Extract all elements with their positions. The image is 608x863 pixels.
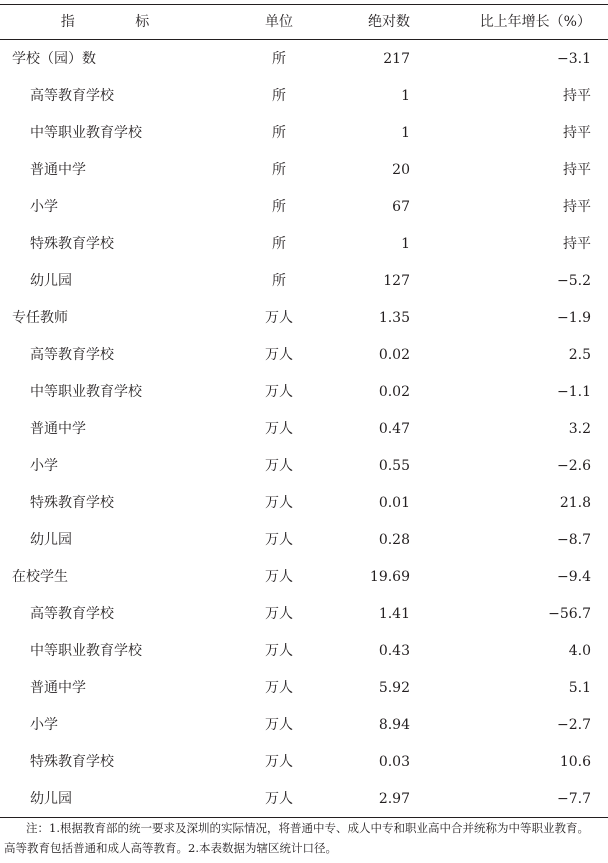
table-row (0, 373, 608, 410)
row-change-value: −9.4 (557, 568, 591, 585)
row-change-value: 5.1 (568, 679, 591, 696)
footnote-line-2: 高等教育包括普通和成人高等教育。2.本表数据为辖区统计口径。 (4, 841, 337, 855)
row-absolute-value: 217 (383, 50, 410, 67)
row-indicator: 高等教育学校 (30, 346, 114, 363)
table-row (0, 447, 608, 484)
row-change-value: 3.2 (568, 420, 591, 437)
row-indicator: 专任教师 (12, 309, 68, 326)
row-indicator: 幼儿园 (30, 272, 72, 289)
table-row (0, 151, 608, 188)
table-row (0, 595, 608, 632)
row-change-value: −7.7 (557, 790, 591, 807)
row-unit: 万人 (265, 346, 293, 363)
table-row (0, 188, 608, 225)
row-change-value: 持平 (563, 161, 591, 178)
row-absolute-value: 5.92 (378, 679, 410, 696)
row-indicator: 特殊教育学校 (30, 235, 114, 252)
row-absolute-value: 0.55 (378, 457, 410, 474)
row-unit: 万人 (265, 753, 293, 770)
row-absolute-value: 2.97 (378, 790, 410, 807)
table-row (0, 336, 608, 373)
row-absolute-value: 0.02 (378, 383, 410, 400)
row-change-value: −8.7 (557, 531, 591, 548)
table-row (0, 262, 608, 299)
row-unit: 万人 (265, 605, 293, 622)
header-absolute: 绝对数 (368, 14, 410, 30)
row-absolute-value: 1.35 (378, 309, 410, 326)
row-indicator: 普通中学 (30, 679, 86, 696)
table-body (0, 40, 608, 817)
row-unit: 万人 (265, 457, 293, 474)
row-absolute-value: 0.01 (378, 494, 410, 511)
table-row (0, 40, 608, 77)
row-absolute-value: 67 (392, 198, 410, 215)
row-indicator: 特殊教育学校 (30, 753, 114, 770)
table-row (0, 632, 608, 669)
row-absolute-value: 8.94 (378, 716, 410, 733)
row-absolute-value: 1 (401, 87, 410, 104)
row-indicator: 小学 (30, 198, 58, 215)
row-indicator: 普通中学 (30, 420, 86, 437)
row-indicator: 小学 (30, 716, 58, 733)
row-indicator: 高等教育学校 (30, 605, 114, 622)
row-unit: 万人 (265, 309, 293, 326)
row-unit: 万人 (265, 790, 293, 807)
table-row (0, 521, 608, 558)
row-indicator: 中等职业教育学校 (30, 124, 142, 141)
row-unit: 所 (272, 161, 286, 178)
row-unit: 所 (272, 124, 286, 141)
table-row (0, 77, 608, 114)
table-row (0, 484, 608, 521)
row-unit: 所 (272, 50, 286, 67)
table-row (0, 558, 608, 595)
row-absolute-value: 0.03 (378, 753, 410, 770)
row-absolute-value: 1 (401, 235, 410, 252)
row-change-value: −2.7 (557, 716, 591, 733)
row-absolute-value: 0.43 (378, 642, 410, 659)
row-absolute-value: 20 (392, 161, 410, 178)
table-row (0, 410, 608, 447)
row-unit: 所 (272, 272, 286, 289)
table-row (0, 669, 608, 706)
table-row (0, 114, 608, 151)
row-unit: 万人 (265, 716, 293, 733)
table-row (0, 299, 608, 336)
header-change: 比上年增长（%） (479, 14, 591, 30)
row-unit: 万人 (265, 679, 293, 696)
row-unit: 所 (272, 198, 286, 215)
row-indicator: 普通中学 (30, 161, 86, 178)
table-row (0, 743, 608, 780)
row-absolute-value: 127 (383, 272, 410, 289)
header-indicator: 指 标 (60, 14, 178, 30)
row-change-value: −5.2 (557, 272, 591, 289)
table-header-row (0, 5, 608, 39)
footnote-line-1: 注：1.根据教育部的统一要求及深圳的实际情况，将普通中专、成人中专和职业高中合并统称为中等职业教育。 (26, 821, 589, 835)
row-unit: 万人 (265, 531, 293, 548)
table-footnote (0, 818, 608, 858)
row-change-value: 4.0 (568, 642, 591, 659)
row-indicator: 学校（园）数 (12, 50, 96, 67)
row-change-value: 持平 (563, 198, 591, 215)
row-unit: 万人 (265, 494, 293, 511)
row-absolute-value: 19.69 (369, 568, 410, 585)
row-absolute-value: 0.47 (378, 420, 410, 437)
row-unit: 万人 (265, 383, 293, 400)
row-unit: 所 (272, 235, 286, 252)
row-indicator: 在校学生 (12, 568, 68, 585)
row-change-value: −1.1 (557, 383, 591, 400)
row-indicator: 中等职业教育学校 (30, 642, 142, 659)
row-absolute-value: 1 (401, 124, 410, 141)
row-indicator: 小学 (30, 457, 58, 474)
table-row (0, 706, 608, 743)
row-change-value: 持平 (563, 235, 591, 252)
row-indicator: 幼儿园 (30, 790, 72, 807)
row-indicator: 中等职业教育学校 (30, 383, 142, 400)
row-absolute-value: 0.02 (378, 346, 410, 363)
row-indicator: 幼儿园 (30, 531, 72, 548)
row-change-value: −3.1 (557, 50, 591, 67)
table-row (0, 225, 608, 262)
row-change-value: −56.7 (548, 605, 591, 622)
row-absolute-value: 1.41 (378, 605, 410, 622)
row-indicator: 特殊教育学校 (30, 494, 114, 511)
row-change-value: −1.9 (557, 309, 591, 326)
row-change-value: 10.6 (559, 753, 591, 770)
table-row (0, 780, 608, 817)
row-unit: 万人 (265, 568, 293, 585)
row-unit: 万人 (265, 420, 293, 437)
row-unit: 所 (272, 87, 286, 104)
row-unit: 万人 (265, 642, 293, 659)
row-indicator: 高等教育学校 (30, 87, 114, 104)
row-change-value: 持平 (563, 124, 591, 141)
row-change-value: 21.8 (559, 494, 591, 511)
header-unit: 单位 (265, 14, 293, 30)
row-change-value: −2.6 (557, 457, 591, 474)
row-change-value: 持平 (563, 87, 591, 104)
row-absolute-value: 0.28 (378, 531, 410, 548)
row-change-value: 2.5 (568, 346, 591, 363)
